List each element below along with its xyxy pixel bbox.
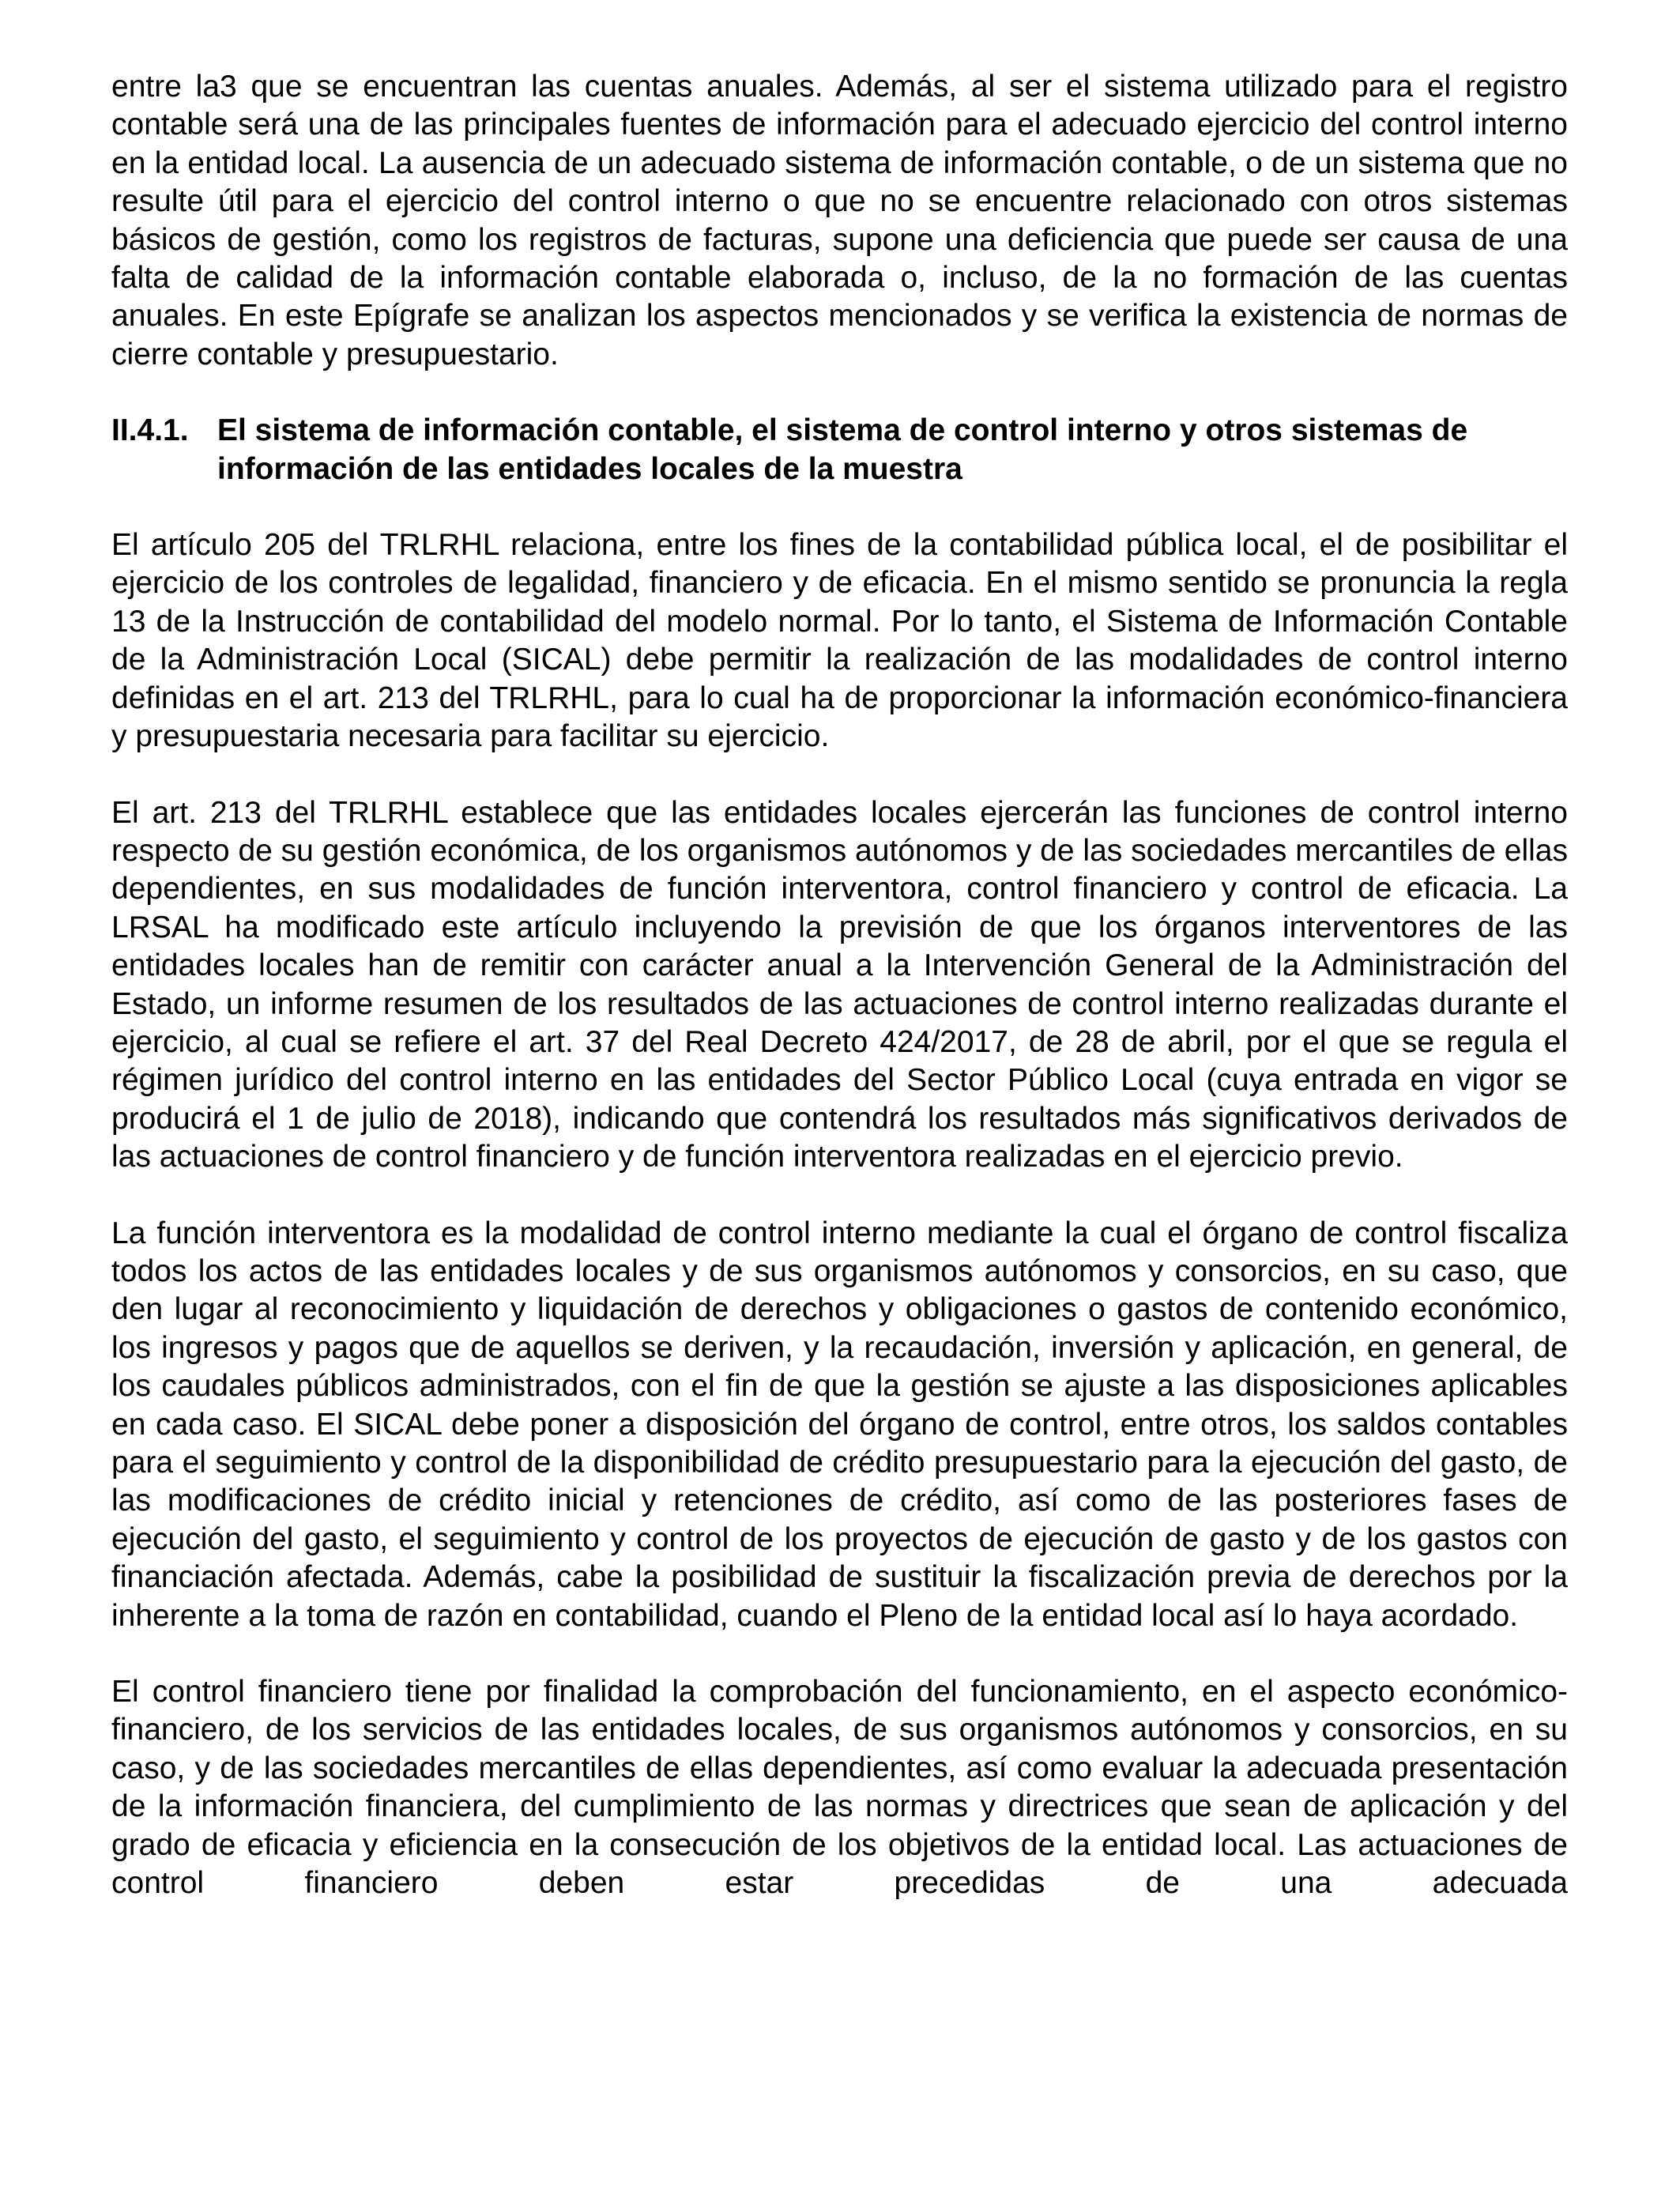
body-paragraph: El control financiero tiene por finalidad la comprobación del funcionamiento, en el aspecto económico-financiero, de los servicios de las entidades locales, de sus organismos autónomos y consorcios, en su caso, y de las sociedades mercantiles de ellas dependientes, así como evaluar la adecuada presentación de la información financiera, del cumplimiento de las normas y directrices que sean de aplicación y del grado de eficacia y eficiencia en la consecución de los objetivos de la entidad local. Las actuaciones de control financiero deben estar precedidas de una adecuada <box>111 1675 1568 1901</box>
section-heading <box>111 412 1568 488</box>
body-paragraph: El art. 213 del TRLRHL establece que las entidades locales ejercerán las funciones de control interno respecto de su gestión económica, de los organismos autónomos y de las sociedades mercantiles de ellas dependientes, en sus modalidades de función interventora, control financiero y control de eficacia. La LRSAL ha modificado este artículo incluyendo la previsión de que los órganos interventores de las entidades locales han de remitir con carácter anual a la Intervención General de la Administración del Estado, un informe resumen de los resultados de las actuaciones de control interno realizadas durante el ejercicio, al cual se refiere el art. 37 del Real Decreto 424/2017, de 28 de abril, por el que se regula el régimen jurídico del control interno en las entidades del Sector Público Local (cuya entrada en vigor se producirá el 1 de julio de 2018), indicando que contendrá los resultados más significativos derivados de las actuaciones de control financiero y de función interventora realizadas en el ejercicio previo. <box>111 795 1568 1174</box>
intro-paragraph: entre la3 que se encuentran las cuentas anuales. Además, al ser el sistema utilizado para el registro contable será una de las principales fuentes de información para el adecuado ejercicio del control interno en la entidad local. La ausencia de un adecuado sistema de información contable, o de un sistema que no resulte útil para el ejercicio del control interno o que no se encuentre relacionado con otros sistemas básicos de gestión, como los registros de facturas, supone una deficiencia que puede ser causa de una falta de calidad de la información contable elaborada o, incluso, de la no formación de las cuentas anuales. En este Epígrafe se analizan los aspectos mencionados y se verifica la existencia de normas de cierre contable y presupuestario. <box>111 70 1568 371</box>
body-paragraph: El artículo 205 del TRLRHL relaciona, entre los fines de la contabilidad pública local, el de posibilitar el ejercicio de los controles de legalidad, financiero y de eficacia. En el mismo sentido se pronuncia la regla 13 de la Instrucción de contabilidad del modelo normal. Por lo tanto, el Sistema de Información Contable de la Administración Local (SICAL) debe permitir la realización de las modalidades de control interno definidas en el art. 213 del TRLRHL, para lo cual ha de proporcionar la información económico-financiera y presupuestaria necesaria para facilitar su ejercicio. <box>111 528 1568 754</box>
body-paragraph: La función interventora es la modalidad de control interno mediante la cual el órgano de control fiscaliza todos los actos de las entidades locales y de sus organismos autónomos y consorcios, en su caso, que den lugar al reconocimiento y liquidación de derechos y obligaciones o gastos de contenido económico, los ingresos y pagos que de aquellos se deriven, y la recaudación, inversión y aplicación, en general, de los caudales públicos administrados, con el fin de que la gestión se ajuste a las disposiciones aplicables en cada caso. El SICAL debe poner a disposición del órgano de control, entre otros, los saldos contables para el seguimiento y control de la disponibilidad de crédito presupuestario para la ejecución del gasto, de las modificaciones de crédito inicial y retenciones de crédito, así como de las posteriores fases de ejecución del gasto, el seguimiento y control de los proyectos de ejecución de gasto y de los gastos con financiación afectada. Además, cabe la posibilidad de sustituir la fiscalización previa de derechos por la inherente a la toma de razón en contabilidad, cuando el Pleno de la entidad local así lo haya acordado. <box>111 1216 1568 1633</box>
section-number: II.4.1. <box>111 413 189 448</box>
section-title: El sistema de información contable, el sistema de control interno y otros sistemas de información de las entidades locales de la muestra <box>217 413 1468 486</box>
document-page <box>111 68 1568 1940</box>
